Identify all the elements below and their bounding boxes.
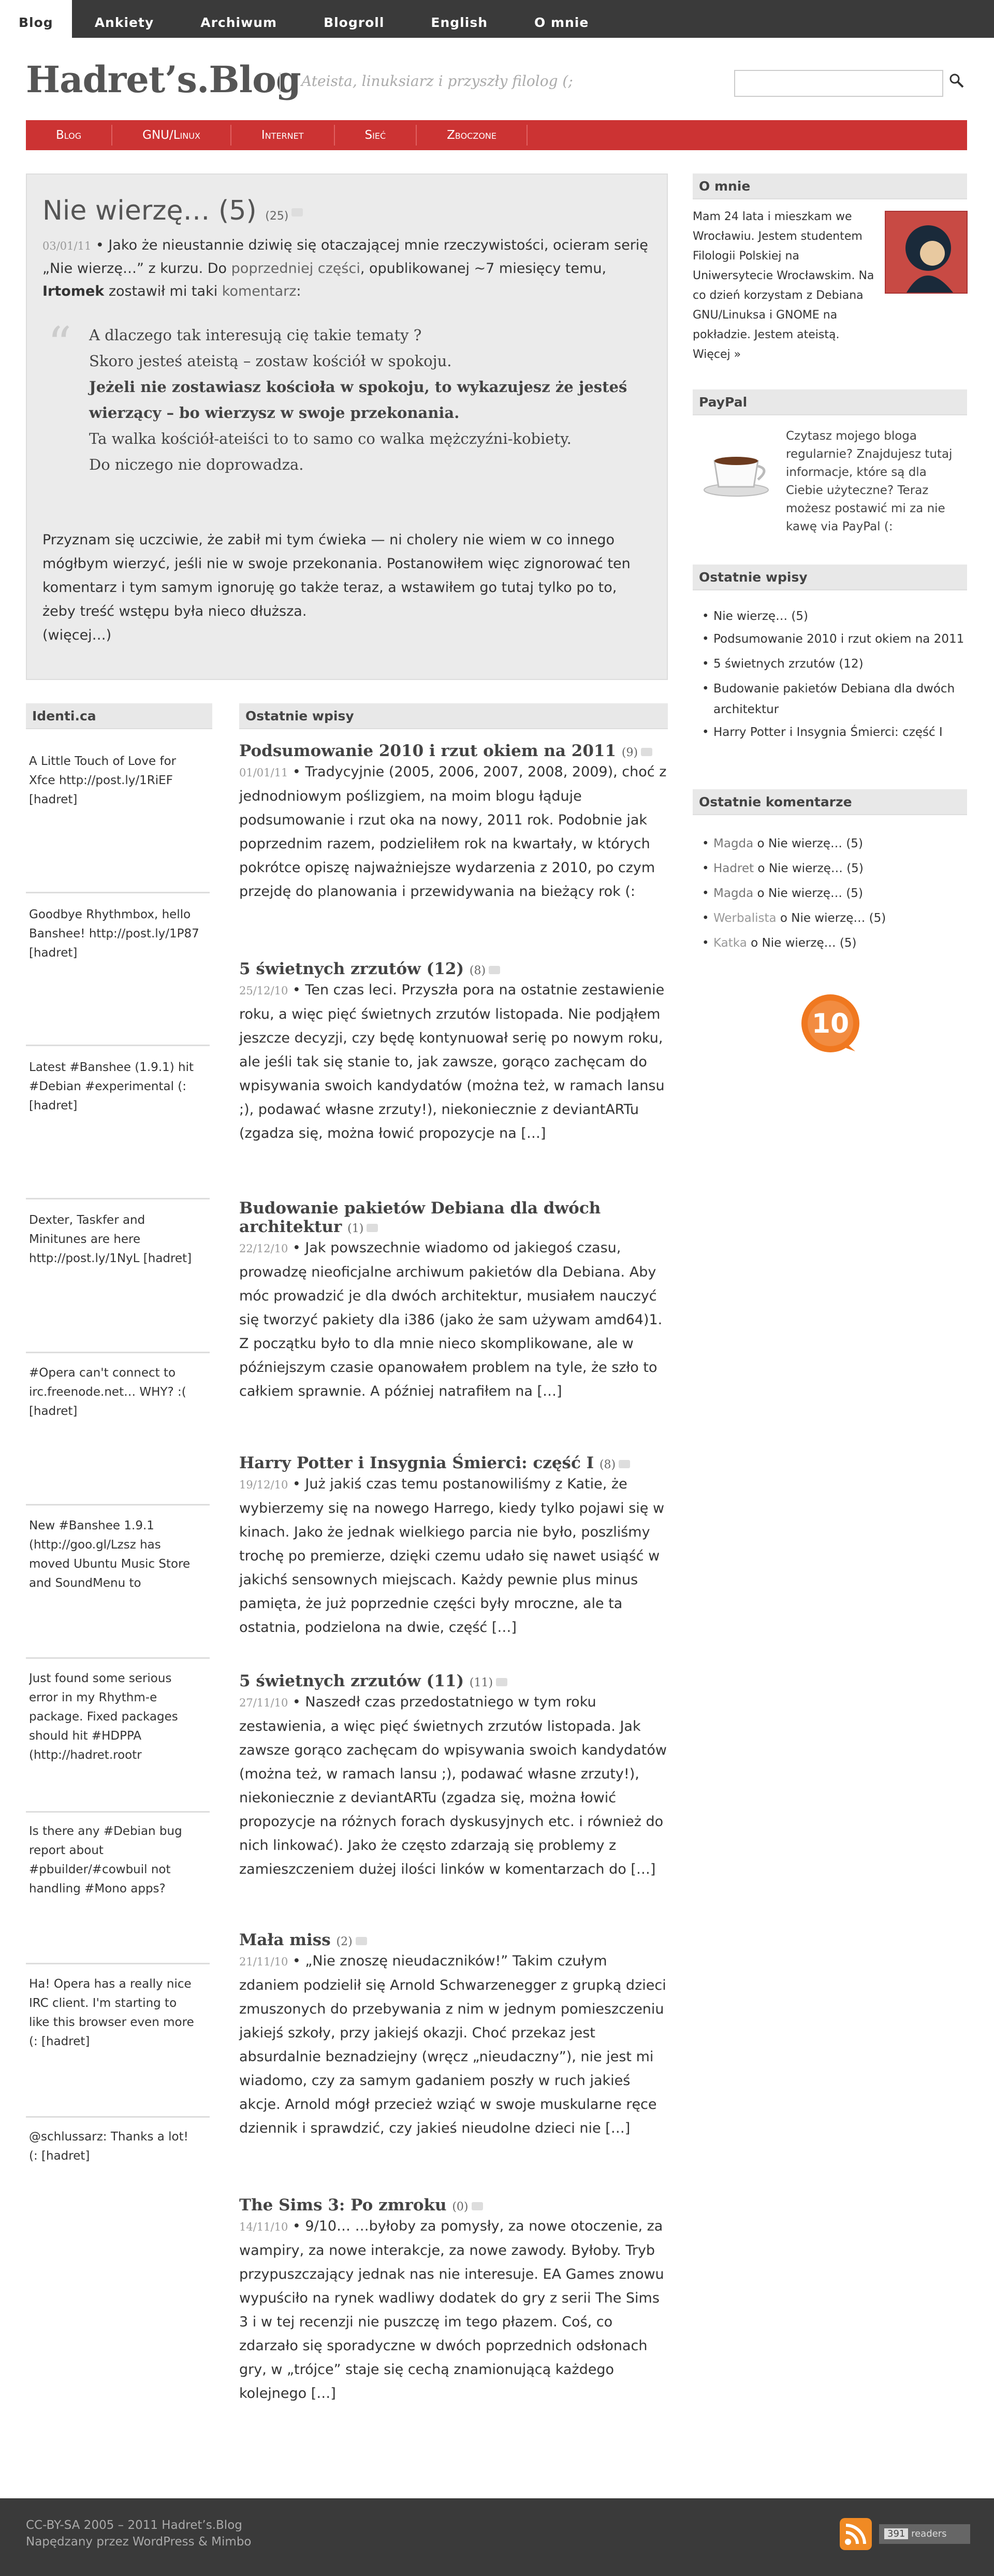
comment-bubble-icon <box>291 208 303 216</box>
post-date: 01/01/11 <box>239 766 288 779</box>
post-date: 27/11/10 <box>239 1697 288 1709</box>
category-internet[interactable]: Internet <box>231 125 335 146</box>
recent-link[interactable]: 5 świetnych zrzutów (12) <box>713 657 864 671</box>
category-nav <box>26 120 967 150</box>
recent-posts-header: Ostatnie wpisy <box>239 703 668 729</box>
list-item: • Werbalista o Nie wierzę… (5) <box>693 906 967 931</box>
post-entry: Mała miss (2) 21/11/10 • „Nie znoszę nieudaczników!” Takim czułym zdaniem podzielił się Arnold Schwarzenegger z grupką dzieci zmuszonych do przebywania z nim w jednym pomieszczeniu jakiejś szkoły, przy jakiejś okazji. Choć przekaz jest absurdalnie beznadziejny (wręcz „nieudaczny”), nie jest mi wiadomo, czy za samym gadaniem poszły w ruch jakieś akcje. Arnold mógł przecież wziąć w swoje muskularne ręce dziennik i sprawdzić, czy jakieś nieudolne dzieci nie […] <box>239 1931 668 2140</box>
identica-note: Ha! Opera has a really nice IRC client. I'm starting to like this browser even more (: [hadret] <box>29 1977 194 2048</box>
post-excerpt: Jak powszechnie wiadomo od jakiegoś czasu, prowadzę nieoficjalne archiwum pakietów dla Debiana. Aby móc prowadzić je dla dwóch architektur, musiałem nauczyć się tworzyć pakiety dla i386 (jako że sam używam amd64)1. Z początku było to dla mnie nieco skomplikowane, ale w późniejszym czasie opanowałem problem na tyle, że szło to całkiem sprawnie. A później natrafiłem na […] <box>239 1240 663 1399</box>
feed-readers-badge[interactable]: 391 readers <box>879 2524 970 2544</box>
identica-note: #Opera can't connect to irc.freenode.net… WHY? :( [hadret] <box>29 1366 186 1418</box>
quote-bold: Jeżeli nie zostawiasz kościoła w spokoju, to wykazujesz że jesteś wierzący – bo wierzysz w swoje przekonania. <box>89 378 627 422</box>
post-title[interactable]: Budowanie pakietów Debiana dla dwóch architektur (1) <box>239 1199 601 1236</box>
comments-widget <box>693 789 967 815</box>
recent-list <box>693 606 967 743</box>
search-button[interactable] <box>948 71 967 92</box>
quote-line: Do niczego nie doprowadza. <box>89 456 304 473</box>
category-blog[interactable]: Blog <box>26 125 112 146</box>
top-nav <box>0 0 612 38</box>
identica-note: Latest #Banshee (1.9.1) hit #Debian #experimental (: [hadret] <box>29 1061 194 1112</box>
search-input[interactable] <box>734 70 943 97</box>
footer-powered: Napędzany przez WordPress & Mimbo <box>26 2535 252 2549</box>
paypal-title: PayPal <box>693 389 967 415</box>
post-title[interactable]: Harry Potter i Insygnia Śmierci: część I (8) <box>239 1454 668 1472</box>
comment-count[interactable]: (8) <box>599 1458 616 1471</box>
topnav-blogroll[interactable]: Blogroll <box>324 15 385 30</box>
post-date: 14/11/10 <box>239 2221 288 2233</box>
comment-author[interactable]: Magda <box>713 887 754 900</box>
comment-bubble-icon <box>641 748 652 756</box>
topnav-blog[interactable]: Blog <box>0 0 72 39</box>
list-item: • Magda o Nie wierzę… (5) <box>693 881 967 906</box>
featured-outro: Przyznam się uczciwie, że zabił mi tym ćwieka — ni cholery nie wiem w co innego mógłbym wierzyć, jeśli nie w swoje przekonania. Postanowiłem więc zignorować ten komentarz i tym samym ignoruję go także teraz, a wstawiłem go tutaj tylko po to, żeby treść wstępu była nieco dłuższa. (więcej…) <box>42 532 631 643</box>
quote-line: Ta walka kościół-ateiści to to samo co walka mężczyźni-kobiety. <box>89 430 572 447</box>
paypal-widget <box>693 389 967 415</box>
badge-10-icon[interactable] <box>801 994 859 1052</box>
identica-widget <box>26 703 212 729</box>
comment-count[interactable]: (0) <box>452 2201 469 2213</box>
quote-line: Skoro jesteś ateistą – zostaw kościół w spokoju. <box>89 352 452 370</box>
list-item <box>693 654 967 674</box>
comment-count[interactable]: (1) <box>347 1222 364 1235</box>
divider <box>26 1504 210 1506</box>
identica-note: New #Banshee 1.9.1 (http://goo.gl/Lzsz has moved Ubuntu Music Store and SoundMenu to <box>29 1519 191 1590</box>
comment-bubble-icon <box>367 1224 378 1232</box>
recent-link[interactable]: Harry Potter i Insygnia Śmierci: część I <box>713 726 943 739</box>
identica-note: Goodbye Rhythmbox, hello Banshee! http://post.ly/1P87 [hadret] <box>29 908 199 960</box>
post-title[interactable]: Podsumowanie 2010 i rzut okiem na 2011 (9) <box>239 742 668 760</box>
post-entry: Budowanie pakietów Debiana dla dwóch architektur (1) 22/12/10 • Jak powszechnie wiadomo od jakiegoś czasu, prowadzę nieoficjalne archiwum pakietów dla Debiana. Aby móc prowadzić je dla dwóch architektur, musiałem nauczyć się tworzyć pakiety dla i386 (jako że sam używam amd64)1. Z początku było to dla mnie nieco skomplikowane, ale w późniejszym czasie opanowałem problem na tyle, że szło to całkiem sprawnie. A później natrafiłem na […] <box>239 1199 668 1403</box>
list-item <box>693 678 967 720</box>
list-item <box>693 606 967 627</box>
post-excerpt: Ten czas leci. Przyszła pora na ostatnie zestawienie roku, a więc pięć świetnych zrzutów listopada. Nie podjąłem jeszcze decyzji, czy będę kontynuował serię po nowym roku, ale jeśli tak się stanie to, jak zawsze, gorąco zachęcam do wpisywania swoich kandydatów (można też, w ramach lansu ;), podawać własne zrzuty!), niekoniecznie z deviantARTu (zgadza się, można łowić propozycje na […] <box>239 982 665 1141</box>
identica-note: @schlussarz: Thanks a lot! (: [hadret] <box>29 2130 188 2163</box>
post-title[interactable]: Mała miss (2) <box>239 1931 668 1949</box>
recent-title: Ostatnie wpisy <box>693 565 967 590</box>
comment-post-link[interactable]: Nie wierzę… (5) <box>768 887 863 900</box>
divider <box>26 1198 210 1199</box>
post-date: 22/12/10 <box>239 1242 288 1255</box>
identica-note: A Little Touch of Love for Xfce http://post.ly/1RiEF [hadret] <box>29 755 177 806</box>
comment-post-link[interactable]: Nie wierzę… (5) <box>768 862 864 875</box>
rss-icon[interactable] <box>840 2518 872 2550</box>
about-title: O mnie <box>693 173 967 199</box>
comment-count[interactable]: (2) <box>336 1935 353 1948</box>
identica-note: Just found some serious error in my Rhythm-e package. Fixed packages should hit #HDPPA (http://hadret.rootr <box>29 1672 178 1762</box>
post-excerpt: „Nie znoszę nieudaczników!” Takim czułym zdaniem podzielił się Arnold Schwarzenegger z grupką dzieci zmuszonych do przebywania z nim w jednym pomieszczeniu jakiejś szkoły, przy jakiejś okazji. Choć przekaz jest absurdalnie beznadziejny (wręcz „nieudaczny”), nie jest mi wiadomo, czy za samym gadaniem poszły w ruch jakieś akcje. Arnold mógł przecież wziąć w swoje muskularne ręce dziennik i sprawdzić, czy jakieś nieudolne dzieci nie […] <box>239 1953 666 2136</box>
comment-count[interactable]: (25) <box>265 210 289 223</box>
recent-link[interactable]: Nie wierzę… (5) <box>713 610 808 623</box>
comment-count[interactable]: (11) <box>469 1676 493 1689</box>
post-date: 25/12/10 <box>239 985 288 997</box>
comment-count[interactable]: (9) <box>621 746 638 759</box>
divider <box>26 2116 210 2118</box>
link-previous-part[interactable]: poprzedniej części <box>231 261 360 277</box>
featured-post <box>26 173 668 680</box>
post-title[interactable]: The Sims 3: Po zmroku (0) <box>239 2196 668 2215</box>
site-title[interactable]: Hadret’s.Blog <box>26 58 301 101</box>
topnav-o-mnie[interactable]: O mnie <box>534 15 589 30</box>
post-entry: Harry Potter i Insygnia Śmierci: część I (8) 19/12/10 • Już jakiś czas temu postanowiliśmy z Katie, że wybierzemy się na nowego Harrego, kiedy tylko pojawi się w kinach. Jako że jednak wielkiego parcia nie było, poszliśmy trochę po premierze, dzięki czemu udało się nawet usiąść w jakichś sensownych miejscach. Każdy pewnie plus minus pamięta, że już poprzednie części były mroczne, ale ta ostatnia, podzielona na dwie, część […] <box>239 1454 668 1640</box>
divider <box>26 1657 210 1659</box>
comment-count[interactable]: (8) <box>469 964 486 977</box>
comment-bubble-icon <box>356 1937 367 1945</box>
list-item <box>693 722 967 743</box>
divider <box>26 892 210 893</box>
link-comment[interactable]: komentarz <box>222 283 297 299</box>
post-date: 03/01/11 <box>42 240 92 252</box>
divider <box>26 1963 210 1964</box>
category-gnu-linux[interactable]: GNU/Linux <box>112 125 231 146</box>
comments-list <box>693 831 967 956</box>
comment-bubble-icon <box>472 2202 483 2210</box>
post-date: 21/11/10 <box>239 1956 288 1968</box>
comments-title: Ostatnie komentarze <box>693 789 967 815</box>
post-entry: 5 świetnych zrzutów (12) (8) 25/12/10 • Ten czas leci. Przyszła pora na ostatnie zestawienie roku, a więc pięć świetnych zrzutów listopada. Nie podjąłem jeszcze decyzji, czy będę kontynuował serię po nowym roku, ale jeśli tak się stanie to, jak zawsze, gorąco zachęcam do wpisywania swoich kandydatów (można też, w ramach lansu ;), podawać własne zrzuty!), niekoniecznie z deviantARTu (zgadza się, można łowić propozycje na […] <box>239 960 668 1146</box>
post-entry: The Sims 3: Po zmroku (0) 14/11/10 • 9/10… …byłoby za pomysły, za nowe otoczenie, za wampiry, za nowe interakcje, za nowe zawody. Byłoby. Tryb przypuszczający jednak nas nie interesuje. EA Games znowu wypuściło na rynek wadliwy dodatek do gry z serii The Sims 3 i w tej recenzji nie puszczę im tego płazem. Coś, co zdarzało się sporadyczne w dwóch poprzednich odsłonach gry, w „trójce” staje się cechą znamionującą każdego kolejnego […] <box>239 2196 668 2406</box>
site-tagline: Ateista, linuksiarz i przyszły filolog (; <box>280 73 573 93</box>
identica-title: Identi.ca <box>26 703 212 729</box>
comment-post-link[interactable]: Nie wierzę… (5) <box>768 837 863 850</box>
footer-text <box>26 2517 252 2550</box>
comment-author[interactable]: Hadret <box>713 862 754 875</box>
post-date: 19/12/10 <box>239 1479 288 1491</box>
list-item <box>693 629 967 649</box>
list-item: • Magda o Nie wierzę… (5) <box>693 831 967 856</box>
commenter-name: Irtomek <box>42 283 105 299</box>
comment-bubble-icon <box>619 1460 630 1468</box>
divider <box>26 1811 210 1813</box>
identica-note: Is there any #Debian bug report about #pbuilder/#cowbuil not handling #Mono apps? <box>29 1825 182 1895</box>
post-excerpt: Naszedł czas przedostatniego w tym roku zestawienia, a więc pięć świetnych zrzutów listopada. Jak zawsze gorąco zachęcam do wpisywania swoich kandydatów (można też, w ramach lansu ;), podawać własne zrzuty!), niekoniecznie z deviantARTu (zgadza się, można łowić propozycje na różnych forach dyskusyjnych etc. i również do nich linkować). Jako że często zdarzają się problemy z zamieszczeniem dużej ilości linków w komentarzach do […] <box>239 1694 667 1877</box>
comment-post-link[interactable]: Nie wierzę… (5) <box>762 936 857 950</box>
comment-bubble-icon <box>496 1678 507 1686</box>
featured-title[interactable]: Nie wierzę… (5) (25) <box>42 195 303 226</box>
post-excerpt: Już jakiś czas temu postanowiliśmy z Katie, że wybierzemy się na nowego Harrego, kiedy tylko pojawi się w kinach. Jako że jednak wielkiego parcia nie było, poszliśmy trochę po premierze, dzięki czemu udało się nawet usiąść w jakichś sensownych miejscach. Każdy pewnie plus minus pamięta, że już poprzednie części były mroczne, ale ta ostatnia, podzielona na dwie, część […] <box>239 1476 665 1636</box>
comment-author[interactable]: Katka <box>713 936 747 950</box>
recent-link[interactable]: Podsumowanie 2010 i rzut okiem na 2011 <box>713 632 964 646</box>
footer-copyright: CC-BY-SA 2005 – 2011 Hadret’s.Blog <box>26 2519 242 2532</box>
divider <box>26 1352 210 1353</box>
post-title[interactable]: 5 świetnych zrzutów (12) (8) <box>239 960 668 978</box>
post-excerpt: Tradycyjnie (2005, 2006, 2007, 2008, 2009), choć z jednodniowym poślizgiem, na moim blogu łąduje podsumowanie i rzut oka na nowy, 2011 rok. Podobnie jak poprzednim razem, podzieliłem rok na kwartały, w których pokrótce opiszę najważniejsze wydarzenia z 2010, po czym przejdę do planowania i przewidywania na bieżący rok (: <box>239 764 667 900</box>
topnav-archiwum[interactable]: Archiwum <box>200 15 277 30</box>
recent-widget <box>693 565 967 590</box>
quote-icon: “ <box>48 317 72 371</box>
topnav-english[interactable]: English <box>431 15 488 30</box>
topnav-ankiety[interactable]: Ankiety <box>94 15 154 30</box>
readers-count: 391 <box>884 2528 908 2539</box>
category-siec[interactable]: Sieć <box>335 125 417 146</box>
category-zboczone[interactable]: Zboczone <box>417 125 528 146</box>
list-item: • Katka o Nie wierzę… (5) <box>693 931 967 956</box>
comment-author[interactable]: Magda <box>713 837 754 850</box>
avatar <box>885 211 968 294</box>
post-title[interactable]: 5 świetnych zrzutów (11) (11) <box>239 1672 668 1690</box>
about-text: Mam 24 lata i mieszkam we Wrocławiu. Jestem studentem Filologii Polskiej na Uniwersytecie Wrocławskim. Na co dzień korzystam z Debiana GNU/Linuksa i GNOME na pokładzie. Jestem ateistą. Więcej » <box>693 210 874 361</box>
quote-line: A dlaczego tak interesują cię takie tematy ? <box>89 326 422 344</box>
comment-author[interactable]: Werbalista <box>713 911 777 925</box>
badge-number: 10 <box>811 1008 850 1039</box>
comment-post-link[interactable]: Nie wierzę… (5) <box>791 911 886 925</box>
post-entry: 5 świetnych zrzutów (11) (11) 27/11/10 • Naszedł czas przedostatniego w tym roku zestawienia, a więc pięć świetnych zrzutów listopada. Jak zawsze gorąco zachęcam do wpisywania swoich kandydatów (można też, w ramach lansu ;), podawać własne zrzuty!), niekoniecznie z deviantARTu (zgadza się, można łowić propozycje na różnych forach dyskusyjnych etc. i również do nich linkować). Jako że często zdarzają się problemy z zamieszczeniem dużej ilości linków w komentarzach do […] <box>239 1672 668 1882</box>
top-bar <box>0 0 994 38</box>
read-more-link[interactable]: (więcej…) <box>42 627 112 643</box>
post-entry: Podsumowanie 2010 i rzut okiem na 2011 (9) 01/01/11 • Tradycyjnie (2005, 2006, 2007, 2008, 2009), choć z jednodniowym poślizgiem, na moim blogu łąduje podsumowanie i rzut oka na nowy, 2011 rok. Podobnie jak poprzednim razem, podzieliłem rok na kwartały, w których pokrótce opiszę najważniejsze wydarzenia z 2010, po czym przejdę do planowania i przewidywania na bieżący rok (: <box>239 742 668 904</box>
recent-link[interactable]: Budowanie pakietów Debiana dla dwóch architektur <box>713 682 955 716</box>
search-icon <box>948 71 966 91</box>
identica-note: Dexter, Taskfer and Minitunes are here http://post.ly/1NyL [hadret] <box>29 1213 192 1265</box>
coffee-cup-icon[interactable] <box>700 445 778 497</box>
about-widget <box>693 173 967 199</box>
comment-bubble-icon <box>489 966 500 974</box>
post-excerpt: 9/10… …byłoby za pomysły, za nowe otoczenie, za wampiry, za nowe interakcje, za nowe zawody. Byłoby. Tryb przypuszczający jednak nas nie interesuje. EA Games znowu wypuściło na rynek wadliwy dodatek do gry z serii The Sims 3 i w tej recenzji nie puszczę im tego płazem. Coś, co zdarzało się sporadyczne w dwóch poprzednich odsłonach gry, w „trójce” staje się cechą znamionującą każdego kolejnego […] <box>239 2218 664 2401</box>
list-item: • Hadret o Nie wierzę… (5) <box>693 856 967 881</box>
divider <box>26 1045 210 1046</box>
paypal-text: Czytasz mojego bloga regularnie? Znajdujesz tutaj informacje, które są dla Ciebie użyteczne? Teraz możesz postawić mi za nie kawę via PayPal (: <box>786 429 953 533</box>
featured-intro: 03/01/11 • Jako że nieustannie dziwię się otaczającej mnie rzeczywistości, ocieram serię „Nie wierzę…” z kurzu. Do poprzedniej części, opublikowanej ~7 miesięcy temu, Irtomek zostawił mi taki komentarz: <box>42 237 648 299</box>
